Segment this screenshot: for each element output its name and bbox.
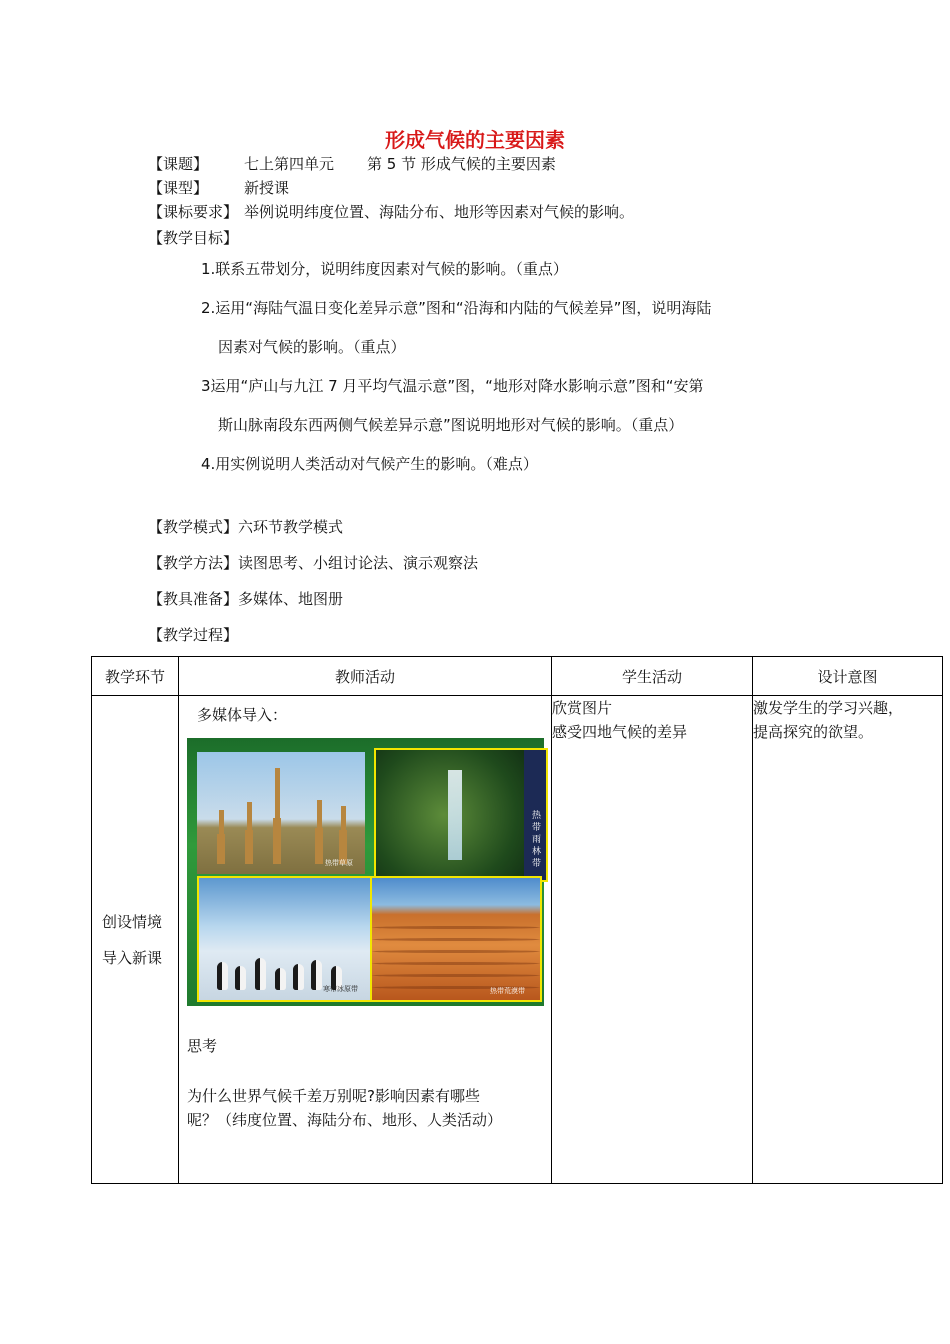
standard-label: 【课标要求】 [148, 203, 239, 221]
type-value: 新授课 [244, 179, 290, 197]
teaching-mode: 【教学模式】六环节教学模式 [148, 518, 344, 536]
polar-label: 寒带冰原带 [323, 985, 358, 993]
topic-unit: 七上第四单元 [244, 155, 335, 173]
objective-2-line2: 因素对气候的影响。（重点） [218, 338, 406, 356]
stage-cell [92, 696, 179, 1184]
table-row [92, 696, 943, 1184]
student-cell [552, 696, 753, 1184]
teacher-cell [179, 696, 552, 1184]
objective-3-line1: 3运用“庐山与九江 7 月平均气温示意”图，“地形对降水影响示意”图和“安第 [201, 377, 704, 395]
student-line2: 感受四地气候的差异 [552, 723, 688, 741]
teacher-intro: 多媒体导入： [197, 706, 288, 724]
topic-section: 第 5 节 形成气候的主要因素 [367, 155, 556, 173]
desert-label: 热带荒漠带 [490, 987, 525, 995]
objective-3-line2: 斯山脉南段东西两侧气候差异示意”图说明地形对气候的影响。（重点） [218, 416, 684, 434]
objective-1: 1.联系五带划分，说明纬度因素对气候的影响。（重点） [201, 260, 568, 278]
page-title: 形成气候的主要因素 [385, 128, 565, 152]
standard-value: 举例说明纬度位置、海陆分布、地形等因素对气候的影响。 [244, 203, 635, 221]
objective-2-line1: 2.运用“海陆气温日变化差异示意”图和“沿海和内陆的气候差异”图，说明海陆 [201, 299, 712, 317]
stage-line1: 创设情境 [102, 912, 163, 931]
rainforest-label: 热带雨林带 [532, 811, 542, 869]
teacher-question-line1: 为什么世界气候千差万别呢?影响因素有哪些 [187, 1087, 480, 1105]
desert-photo [370, 876, 542, 1002]
objective-4: 4.用实例说明人类活动对气候产生的影响。（难点） [201, 455, 538, 473]
topic-label: 【课题】 [148, 155, 209, 173]
rainforest-photo [374, 748, 548, 882]
goals-label: 【教学目标】 [148, 229, 239, 247]
teacher-question-line2: 呢？（纬度位置、海陆分布、地形、人类活动） [187, 1111, 503, 1129]
header-intent: 设计意图 [753, 657, 943, 696]
savanna-photo [197, 752, 365, 874]
header-stage: 教学环节 [92, 657, 179, 696]
climate-collage-image [187, 738, 544, 1006]
teaching-process: 【教学过程】 [148, 626, 239, 644]
teaching-tools: 【教具准备】多媒体、地图册 [148, 590, 344, 608]
student-line1: 欣赏图片 [552, 699, 613, 717]
teacher-think: 思考 [187, 1037, 218, 1055]
header-teacher: 教师活动 [179, 657, 552, 696]
intent-cell [753, 696, 943, 1184]
table-header-row [92, 657, 943, 696]
lesson-table [91, 656, 943, 1184]
type-label: 【课型】 [148, 179, 209, 197]
savanna-label: 热带草原 [325, 859, 353, 867]
header-student: 学生活动 [552, 657, 753, 696]
intent-line2: 提高探究的欲望。 [753, 723, 874, 741]
stage-line2: 导入新课 [102, 948, 163, 967]
teaching-method: 【教学方法】读图思考、小组讨论法、演示观察法 [148, 554, 479, 572]
intent-line1: 激发学生的学习兴趣， [753, 699, 904, 717]
polar-photo [197, 876, 373, 1002]
